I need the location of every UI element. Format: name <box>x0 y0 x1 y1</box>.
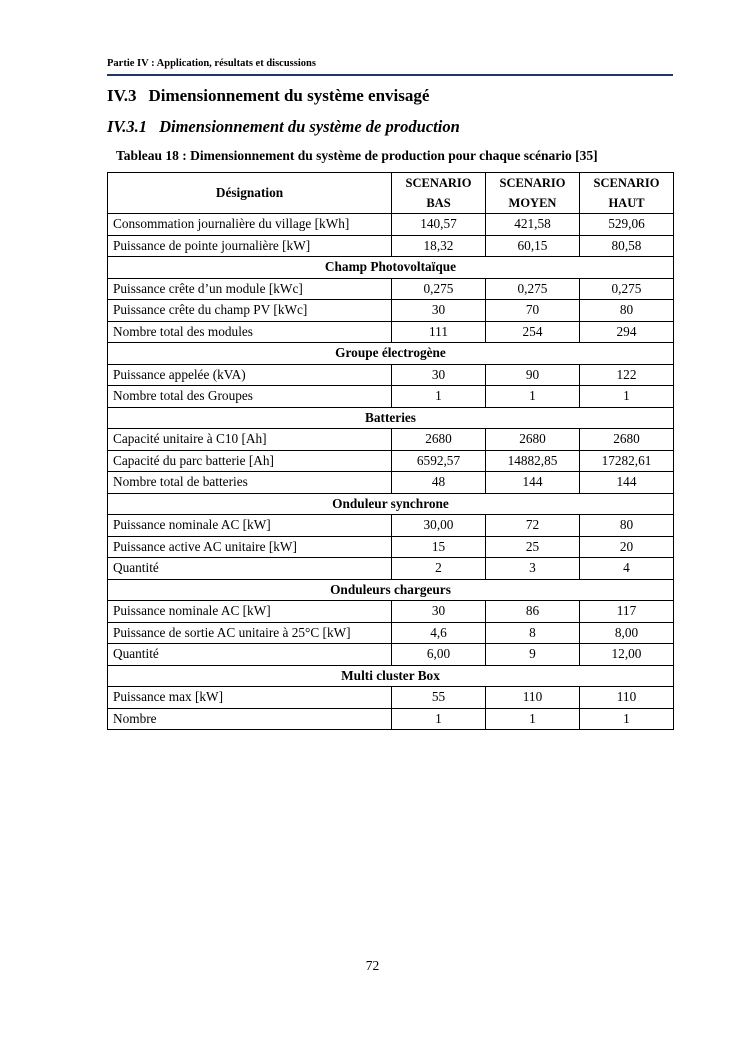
value-cell-moyen: 72 <box>486 515 580 537</box>
table-row <box>108 601 674 623</box>
value-cell-haut: 117 <box>580 601 674 623</box>
section-label-cell: Champ Photovoltaïque <box>108 257 674 279</box>
subsection-heading <box>107 117 460 137</box>
row-label-cell: Quantité <box>108 644 392 666</box>
table-row <box>108 278 674 300</box>
column-header-line: HAUT <box>608 196 645 210</box>
value-cell-moyen: 144 <box>486 472 580 494</box>
table-section-row <box>108 257 674 279</box>
value-cell-moyen: 8 <box>486 622 580 644</box>
column-header-line: BAS <box>426 196 451 210</box>
value-cell-bas: 48 <box>392 472 486 494</box>
table-section-row <box>108 579 674 601</box>
section-label-cell: Onduleurs chargeurs <box>108 579 674 601</box>
table-row <box>108 450 674 472</box>
column-header-scenario-moyen <box>486 173 580 214</box>
section-label-cell: Onduleur synchrone <box>108 493 674 515</box>
table-row <box>108 429 674 451</box>
value-cell-haut: 294 <box>580 321 674 343</box>
value-cell-moyen: 1 <box>486 386 580 408</box>
section-label-cell: Groupe électrogène <box>108 343 674 365</box>
table-row <box>108 558 674 580</box>
value-cell-haut: 1 <box>580 386 674 408</box>
row-label-cell: Puissance nominale AC [kW] <box>108 601 392 623</box>
table-row <box>108 300 674 322</box>
value-cell-bas: 30 <box>392 601 486 623</box>
row-label-cell: Quantité <box>108 558 392 580</box>
column-header-scenario-haut <box>580 173 674 214</box>
table-row <box>108 708 674 730</box>
table-row <box>108 364 674 386</box>
value-cell-bas: 2 <box>392 558 486 580</box>
value-cell-haut: 20 <box>580 536 674 558</box>
row-label-cell: Puissance crête d’un module [kWc] <box>108 278 392 300</box>
column-header-line: SCENARIO <box>499 176 566 190</box>
header-rule <box>107 74 673 76</box>
row-label-cell: Puissance active AC unitaire [kW] <box>108 536 392 558</box>
value-cell-haut: 8,00 <box>580 622 674 644</box>
value-cell-bas: 2680 <box>392 429 486 451</box>
table-row <box>108 386 674 408</box>
value-cell-bas: 30 <box>392 364 486 386</box>
value-cell-moyen: 110 <box>486 687 580 709</box>
table-section-row <box>108 407 674 429</box>
value-cell-bas: 0,275 <box>392 278 486 300</box>
value-cell-bas: 1 <box>392 386 486 408</box>
table-section-row <box>108 493 674 515</box>
row-label-cell: Puissance max [kW] <box>108 687 392 709</box>
value-cell-moyen: 3 <box>486 558 580 580</box>
value-cell-moyen: 25 <box>486 536 580 558</box>
value-cell-bas: 4,6 <box>392 622 486 644</box>
row-label-cell: Puissance appelée (kVA) <box>108 364 392 386</box>
table-header-row <box>108 173 674 214</box>
column-header-line: SCENARIO <box>593 176 660 190</box>
row-label-cell: Nombre total des Groupes <box>108 386 392 408</box>
section-number: IV.3 <box>107 86 137 105</box>
value-cell-haut: 80,58 <box>580 235 674 257</box>
value-cell-haut: 17282,61 <box>580 450 674 472</box>
table-row <box>108 515 674 537</box>
value-cell-haut: 80 <box>580 515 674 537</box>
value-cell-moyen: 90 <box>486 364 580 386</box>
table-section-row <box>108 343 674 365</box>
table-row <box>108 235 674 257</box>
section-label-cell: Batteries <box>108 407 674 429</box>
section-title: Dimensionnement du système envisagé <box>148 86 430 105</box>
running-header: Partie IV : Application, résultats et discussions <box>107 58 316 69</box>
table-row <box>108 687 674 709</box>
value-cell-moyen: 421,58 <box>486 214 580 236</box>
value-cell-haut: 110 <box>580 687 674 709</box>
value-cell-moyen: 2680 <box>486 429 580 451</box>
table-row <box>108 536 674 558</box>
value-cell-bas: 6592,57 <box>392 450 486 472</box>
sizing-table <box>107 172 674 730</box>
table-section-row <box>108 665 674 687</box>
row-label-cell: Puissance crête du champ PV [kWc] <box>108 300 392 322</box>
value-cell-haut: 1 <box>580 708 674 730</box>
table-row <box>108 472 674 494</box>
table-caption: Tableau 18 : Dimensionnement du système de production pour chaque scénario [35] <box>116 148 598 163</box>
column-header-designation: Désignation <box>108 173 392 214</box>
column-header-scenario-bas <box>392 173 486 214</box>
value-cell-moyen: 86 <box>486 601 580 623</box>
subsection-number: IV.3.1 <box>107 117 148 136</box>
value-cell-bas: 1 <box>392 708 486 730</box>
row-label-cell: Puissance nominale AC [kW] <box>108 515 392 537</box>
value-cell-bas: 111 <box>392 321 486 343</box>
table-row <box>108 321 674 343</box>
row-label-cell: Capacité unitaire à C10 [Ah] <box>108 429 392 451</box>
value-cell-haut: 144 <box>580 472 674 494</box>
value-cell-bas: 18,32 <box>392 235 486 257</box>
section-heading <box>107 86 429 106</box>
row-label-cell: Puissance de sortie AC unitaire à 25°C [kW] <box>108 622 392 644</box>
value-cell-moyen: 0,275 <box>486 278 580 300</box>
value-cell-moyen: 70 <box>486 300 580 322</box>
value-cell-bas: 140,57 <box>392 214 486 236</box>
column-header-line: MOYEN <box>508 196 557 210</box>
row-label-cell: Puissance de pointe journalière [kW] <box>108 235 392 257</box>
table-row <box>108 644 674 666</box>
row-label-cell: Nombre total des modules <box>108 321 392 343</box>
value-cell-haut: 12,00 <box>580 644 674 666</box>
value-cell-haut: 122 <box>580 364 674 386</box>
value-cell-bas: 30,00 <box>392 515 486 537</box>
page-number: 72 <box>365 958 380 973</box>
value-cell-bas: 55 <box>392 687 486 709</box>
value-cell-bas: 6,00 <box>392 644 486 666</box>
row-label-cell: Nombre <box>108 708 392 730</box>
value-cell-bas: 15 <box>392 536 486 558</box>
column-header-line: SCENARIO <box>405 176 472 190</box>
row-label-cell: Consommation journalière du village [kWh] <box>108 214 392 236</box>
value-cell-haut: 0,275 <box>580 278 674 300</box>
value-cell-moyen: 60,15 <box>486 235 580 257</box>
value-cell-moyen: 1 <box>486 708 580 730</box>
value-cell-bas: 30 <box>392 300 486 322</box>
value-cell-moyen: 14882,85 <box>486 450 580 472</box>
table-row <box>108 622 674 644</box>
table-row <box>108 214 674 236</box>
value-cell-haut: 4 <box>580 558 674 580</box>
value-cell-moyen: 254 <box>486 321 580 343</box>
subsection-title: Dimensionnement du système de production <box>159 117 460 136</box>
value-cell-moyen: 9 <box>486 644 580 666</box>
value-cell-haut: 529,06 <box>580 214 674 236</box>
value-cell-haut: 80 <box>580 300 674 322</box>
row-label-cell: Nombre total de batteries <box>108 472 392 494</box>
row-label-cell: Capacité du parc batterie [Ah] <box>108 450 392 472</box>
value-cell-haut: 2680 <box>580 429 674 451</box>
section-label-cell: Multi cluster Box <box>108 665 674 687</box>
table-body <box>108 214 674 730</box>
